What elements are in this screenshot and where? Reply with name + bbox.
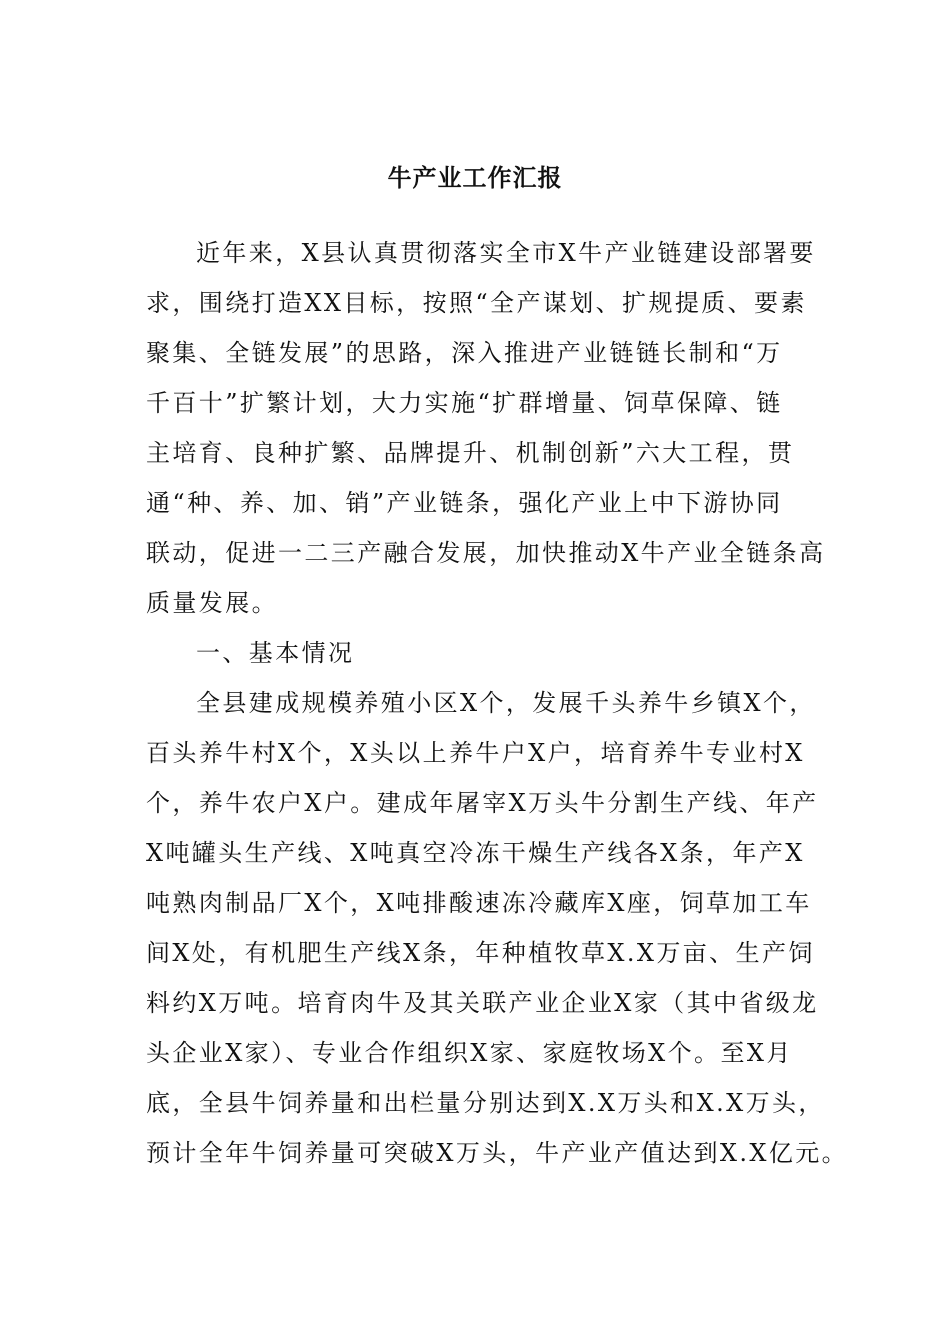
paragraph-line: 料约X万吨。培育肉牛及其关联产业企业X家（其中省级龙 [146, 989, 819, 1017]
paragraph-line: 底，全县牛饲养量和出栏量分别达到X.X万头和X.X万头， [146, 1089, 825, 1117]
paragraph-line: 预计全年牛饲养量可突破X万头，牛产业产值达到X.X亿元。 [146, 1139, 849, 1167]
paragraph-line: 百头养牛村X个，X头以上养牛户X户，培育养牛专业村X [146, 739, 805, 767]
paragraph-line: 主培育、良种扩繁、品牌提升、机制创新”六大工程，贯 [146, 439, 795, 467]
paragraph-line: 通“种、养、加、销”产业链条，强化产业上中下游协同 [146, 489, 783, 517]
document-body [146, 228, 849, 1178]
paragraph-line: 求，围绕打造XX目标，按照“全产谋划、扩规提质、要素 [146, 289, 807, 317]
paragraph-line: 质量发展。 [146, 589, 278, 617]
document-title: 牛产业工作汇报 [387, 163, 563, 192]
paragraph-line: 全县建成规模养殖小区X个，发展千头养牛乡镇X个， [196, 689, 816, 717]
paragraph-line: 个，养牛农户X户。建成年屠宰X万头牛分割生产线、年产 [146, 789, 819, 817]
paragraph-line: 近年来，X县认真贯彻落实全市X牛产业链建设部署要 [196, 239, 816, 267]
paragraph-line: 千百十”扩繁计划，大力实施“扩群增量、饲草保障、链 [146, 389, 783, 417]
paragraph-line: 联动，促进一二三产融合发展，加快推动X牛产业全链条高 [146, 539, 826, 567]
section-heading: 一、基本情况 [196, 639, 355, 667]
paragraph-line: 间X处，有机肥生产线X条，年种植牧草X.X万亩、生产饲 [146, 939, 815, 967]
paragraph-line: 聚集、全链发展”的思路，深入推进产业链链长制和“万 [146, 339, 783, 367]
paragraph-line: X吨罐头生产线、X吨真空冷冻干燥生产线各X条，年产X [146, 839, 805, 867]
paragraph-line: 吨熟肉制品厂X个，X吨排酸速冻冷藏库X座，饲草加工车 [146, 889, 812, 917]
paragraph-line: 头企业X家）、专业合作组织X家、家庭牧场X个。至X月 [146, 1039, 793, 1067]
